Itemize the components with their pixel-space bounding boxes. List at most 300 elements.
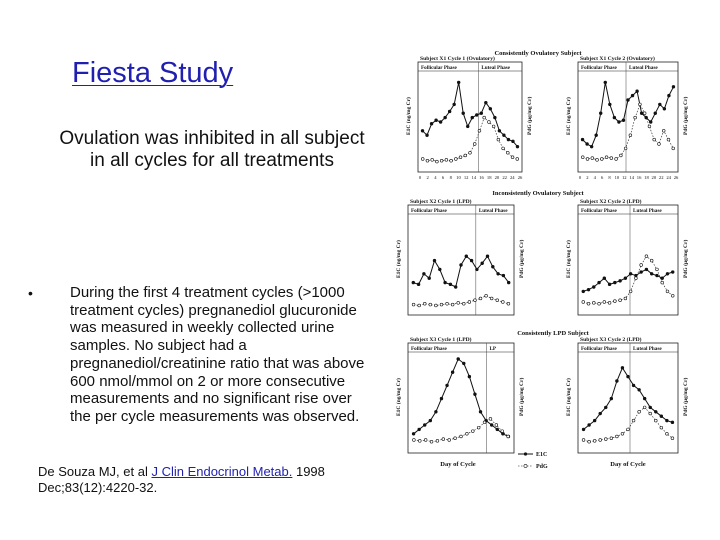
panel-3-e1c-point-15: [486, 255, 489, 258]
panel-1-e1c-point-13: [475, 114, 478, 117]
x-tick-row1-2-10: 10: [614, 175, 620, 180]
panel-3-pdg-point-12: [474, 299, 477, 302]
panel-2-pdg-point-12: [634, 116, 637, 119]
panel-4-e1c-point-4: [598, 281, 601, 284]
panel-1-pdg-point-11: [469, 151, 472, 154]
panel-3-pdg-line: [414, 296, 509, 306]
panel-4-e1c-point-6: [608, 283, 611, 286]
legend-e1c-marker: [524, 452, 527, 455]
x-tick-row1-2-8: 8: [608, 175, 611, 180]
panel-5-e1c-point-12: [474, 393, 477, 396]
x-tick-row1-2-14: 14: [629, 175, 634, 180]
panel-3-pdg-point-3: [423, 302, 426, 305]
panel-3-pdg-point-1: [412, 303, 415, 306]
panel-1-e1c-point-8: [453, 103, 456, 106]
panel-2-pdg-point-13: [639, 103, 642, 106]
panel-3-pdg-point-9: [457, 301, 460, 304]
panel-3-pdg-point-6: [440, 303, 443, 306]
x-tick-row1-2-18: 18: [644, 175, 649, 180]
panel-2-y-right-label: PdG (µg/mg Cr): [683, 96, 689, 135]
x-tick-row1-1-8: 8: [449, 175, 452, 180]
panel-6-pdg-point-6: [610, 437, 613, 440]
panel-1-e1c-point-16: [489, 107, 492, 110]
panel-6-pdg-point-4: [599, 439, 602, 442]
panel-2-luteal-label: Luteal Phase: [629, 65, 658, 71]
panel-5-pdg-point-11: [471, 430, 474, 433]
panel-2-y-left-label: E1C (ng/mg Cr): [566, 97, 572, 135]
panel-4-pdg-point-3: [592, 301, 595, 304]
panel-4-e1c-point-8: [619, 279, 622, 282]
panel-2-e1c-point-9: [618, 121, 621, 124]
panel-3-e1c-line: [413, 256, 508, 287]
panel-3-pdg-point-13: [479, 297, 482, 300]
panel-6-pdg-point-17: [671, 437, 674, 440]
panel-3-e1c-point-7: [444, 281, 447, 284]
panel-4-pdg-point-14: [650, 259, 653, 262]
panel-4-pdg-point-15: [656, 268, 659, 271]
panel-2-pdg-point-3: [591, 157, 594, 160]
panel-4-e1c-line: [583, 269, 672, 291]
panel-1-e1c-point-19: [503, 134, 506, 137]
panel-3-e1c-point-10: [460, 264, 463, 267]
panel-6-e1c-point-6: [610, 397, 613, 400]
panel-2-e1c-point-16: [649, 121, 652, 124]
panel-2-pdg-point-10: [624, 147, 627, 150]
x-tick-row1-1-6: 6: [441, 175, 445, 180]
hormone-figure: [388, 48, 700, 478]
panel-6-pdg-point-3: [593, 439, 596, 442]
panel-1-e1c-point-4: [435, 119, 438, 122]
panel-3-e1c-point-6: [438, 268, 441, 271]
panel-6-e1c-point-11: [638, 388, 641, 391]
panel-6-e1c-point-8: [621, 366, 624, 369]
panel-2-e1c-point-19: [663, 107, 666, 110]
panel-5-y-left-label: E1C (ng/mg Cr): [396, 378, 402, 416]
panel-1-e1c-point-1: [421, 129, 424, 132]
panel-3-e1c-point-2: [417, 283, 420, 286]
panel-1-e1c-point-12: [471, 116, 474, 119]
panel-6-e1c-point-16: [665, 419, 668, 422]
x-tick-row1-2-22: 22: [658, 175, 664, 180]
panel-3-pdg-point-16: [496, 299, 499, 302]
panel-4-e1c-point-12: [640, 271, 643, 274]
panel-3-e1c-point-3: [423, 272, 426, 275]
panel-4-e1c-point-16: [661, 277, 664, 280]
panel-4-pdg-point-13: [645, 255, 648, 258]
panel-5-pdg-point-16: [501, 430, 504, 433]
panel-1-e1c-point-20: [507, 138, 510, 141]
panel-4-y-left-label: E1C (ng/mg Cr): [566, 240, 572, 278]
panel-5-pdg-point-5: [436, 439, 439, 442]
x-axis-label-right: Day of Cycle: [610, 461, 646, 468]
panel-6-pdg-point-15: [660, 426, 663, 429]
group-header-inconsistent: Inconsistently Ovulatory Subject: [492, 190, 584, 197]
panel-4-e1c-point-9: [624, 277, 627, 280]
panel-5-e1c-point-11: [468, 375, 471, 378]
panel-6-pdg-point-9: [627, 428, 630, 431]
panel-5-e1c-point-6: [440, 397, 443, 400]
panel-1-pdg-point-9: [459, 156, 462, 159]
panel-3-e1c-point-12: [470, 259, 473, 262]
panel-5-e1c-point-4: [429, 419, 432, 422]
panel-2-pdg-point-15: [648, 125, 651, 128]
x-axis-label-left: Day of Cycle: [440, 461, 476, 468]
legend-pdg-label: PdG: [536, 464, 548, 470]
panel-1-pdg-point-8: [454, 158, 457, 161]
panel-6-pdg-point-16: [665, 432, 668, 435]
panel-4-e1c-point-13: [645, 268, 648, 271]
panel-5-pdg-point-2: [418, 439, 421, 442]
panel-6-e1c-point-10: [632, 384, 635, 387]
panel-2-pdg-point-16: [653, 138, 656, 141]
panel-2-title: Subject X1 Cycle 2 (Ovulatory): [580, 56, 655, 62]
panel-2-pdg-point-6: [605, 156, 608, 159]
panel-1-e1c-point-10: [462, 112, 465, 115]
panel-1-e1c-point-9: [457, 81, 460, 84]
panel-4-e1c-point-15: [656, 274, 659, 277]
panel-5-pdg-point-14: [489, 417, 492, 420]
panel-6-pdg-point-10: [632, 419, 635, 422]
panel-2-e1c-point-4: [595, 134, 598, 137]
slide-subtitle: Ovulation was inhibited in all subject in all cycles for all treatments: [59, 128, 365, 171]
panel-4-e1c-point-7: [613, 281, 616, 284]
panel-4-e1c-point-17: [666, 272, 669, 275]
panel-1-title: Subject X1 Cycle 1 (Ovulatory): [420, 56, 495, 62]
x-tick-row1-2-16: 16: [636, 175, 642, 180]
panel-1-follicular-label: Follicular Phase: [421, 65, 457, 71]
panel-6-e1c-point-13: [649, 406, 652, 409]
panel-2-e1c-point-18: [658, 103, 661, 106]
panel-5-pdg-point-12: [477, 426, 480, 429]
x-tick-row1-2-12: 12: [622, 175, 627, 180]
panel-5-title: Subject X3 Cycle 1 (LPD): [410, 337, 472, 343]
panel-1-e1c-point-6: [444, 116, 447, 119]
panel-2-e1c-point-20: [668, 94, 671, 97]
panel-4-e1c-point-1: [582, 290, 585, 293]
panel-3-e1c-point-1: [412, 281, 415, 284]
panel-1-pdg-point-15: [488, 121, 491, 124]
panel-3-pdg-point-14: [485, 294, 488, 297]
panel-6-e1c-point-12: [643, 397, 646, 400]
panel-6-pdg-point-14: [654, 419, 657, 422]
panel-4-e1c-point-18: [671, 271, 674, 274]
panel-4-pdg-point-8: [619, 299, 622, 302]
panel-2-e1c-point-14: [640, 112, 643, 115]
panel-5-pdg-point-7: [448, 439, 451, 442]
panel-2-pdg-point-11: [629, 134, 632, 137]
panel-6-e1c-point-2: [588, 424, 591, 427]
panel-1-e1c-point-21: [512, 140, 515, 143]
panel-3-frame: [408, 205, 514, 315]
panel-5-e1c-point-15: [490, 424, 493, 427]
x-tick-row1-1-18: 18: [486, 175, 492, 180]
panel-5-y-right-label: PdG (µg/mg Cr): [519, 377, 525, 416]
panel-6-e1c-point-1: [582, 428, 585, 431]
panel-5-pdg-point-17: [507, 435, 510, 438]
panel-2-frame: [578, 62, 678, 172]
x-tick-row1-2-26: 26: [673, 175, 679, 180]
panel-2-e1c-point-8: [613, 116, 616, 119]
panel-5-pdg-point-9: [460, 435, 463, 438]
panel-6-y-left-label: E1C (ng/mg Cr): [566, 378, 572, 416]
x-tick-row1-2-2: 2: [586, 175, 589, 180]
panel-6-follicular-label: Follicular Phase: [581, 346, 617, 352]
panel-3-pdg-point-4: [429, 303, 432, 306]
panel-6-luteal-label: Luteal Phase: [633, 346, 662, 352]
panel-5-pdg-point-1: [412, 439, 415, 442]
panel-3-pdg-point-5: [434, 304, 437, 307]
panel-4-pdg-point-9: [624, 297, 627, 300]
panel-6-pdg-point-13: [649, 412, 652, 415]
panel-3-e1c-point-5: [433, 259, 436, 262]
panel-3-e1c-point-16: [491, 265, 494, 268]
group-header-lpd: Consistently LPD Subject: [517, 330, 589, 337]
panel-4-follicular-label: Follicular Phase: [581, 208, 617, 214]
panel-1-pdg-point-18: [502, 147, 505, 150]
panel-2-pdg-point-17: [658, 143, 661, 146]
panel-2-pdg-point-19: [667, 138, 670, 141]
panel-4-e1c-point-5: [603, 277, 606, 280]
panel-6-pdg-point-5: [604, 438, 607, 441]
panel-1-frame: [418, 62, 522, 172]
panel-5-pdg-point-4: [430, 440, 433, 443]
panel-1-pdg-point-20: [511, 156, 514, 159]
panel-2-e1c-point-1: [581, 138, 584, 141]
panel-3-e1c-point-14: [481, 262, 484, 265]
panel-6-title: Subject X3 Cycle 2 (LPD): [580, 337, 642, 343]
panel-4-pdg-point-16: [661, 281, 664, 284]
panel-1-y-right-label: PdG (µg/mg Cr): [527, 96, 533, 135]
panel-2-e1c-point-21: [672, 85, 675, 88]
panel-4-pdg-point-4: [598, 302, 601, 305]
panel-3-title: Subject X2 Cycle 1 (LPD): [410, 199, 472, 205]
panel-2-pdg-point-20: [672, 147, 675, 150]
panel-2-e1c-point-12: [631, 94, 634, 97]
panel-6-pdg-line: [584, 407, 673, 441]
panel-1-pdg-point-4: [436, 160, 439, 163]
panel-4-pdg-point-17: [666, 290, 669, 293]
panel-3-e1c-point-8: [449, 283, 452, 286]
panel-4-e1c-point-3: [592, 286, 595, 289]
panel-5-pdg-point-8: [454, 437, 457, 440]
x-tick-row1-1-24: 24: [510, 175, 515, 180]
panel-5-e1c-point-7: [446, 384, 449, 387]
panel-4-e1c-point-14: [650, 272, 653, 275]
panel-3-e1c-point-13: [476, 268, 479, 271]
panel-1-e1c-point-7: [448, 110, 451, 113]
panel-3-pdg-point-18: [507, 302, 510, 305]
panel-3-pdg-point-2: [418, 304, 421, 307]
x-tick-row1-1-20: 20: [494, 175, 500, 180]
panel-1-pdg-point-2: [426, 159, 429, 162]
panel-5-e1c-point-3: [423, 424, 426, 427]
panel-5-e1c-point-8: [451, 371, 454, 374]
panel-6-e1c-point-4: [599, 412, 602, 415]
panel-4-pdg-point-10: [629, 290, 632, 293]
panel-2-e1c-point-10: [622, 119, 625, 122]
citation-authors: De Souza MJ, et al: [38, 464, 152, 479]
panel-1-pdg-point-1: [421, 158, 424, 161]
panel-2-e1c-point-17: [654, 112, 657, 115]
panel-5-e1c-point-13: [479, 410, 482, 413]
panel-5-e1c-point-16: [496, 428, 499, 431]
panel-1-pdg-point-13: [478, 129, 481, 132]
panel-4-pdg-point-18: [671, 294, 674, 297]
panel-6-pdg-point-7: [615, 435, 618, 438]
panel-3-luteal-label: Luteal Phase: [478, 208, 508, 214]
panel-4-e1c-point-10: [629, 272, 632, 275]
panel-2-pdg-point-8: [615, 158, 618, 161]
panel-1-pdg-line: [423, 118, 518, 162]
x-tick-row1-1-0: 0: [418, 175, 422, 180]
panel-3-e1c-point-4: [428, 277, 431, 280]
panel-1-y-left-label: E1C (ng/mg Cr): [406, 97, 412, 135]
panel-4-y-right-label: PdG (µg/mg Cr): [683, 239, 689, 278]
panel-2-pdg-point-18: [662, 129, 665, 132]
panel-3-y-left-label: E1C (ng/mg Cr): [396, 240, 402, 278]
panel-6-pdg-point-1: [582, 439, 585, 442]
bullet-text: During the first 4 treatment cycles (>1000 treatment cycles) pregnanediol glucuronide was measured in weekly collected urine samples. No subject had a pregnanediol/creatinine ratio that was above 600 nmol/mmol on 2 or more consecutive measurements and no significant rise over the per cycle measurements was observed.: [70, 284, 365, 425]
panel-6-frame: [578, 343, 678, 453]
x-tick-row1-1-14: 14: [471, 175, 477, 180]
panel-1-e1c-point-18: [498, 129, 501, 132]
panel-4-pdg-point-6: [608, 301, 611, 304]
panel-3-pdg-point-8: [451, 303, 454, 306]
panel-4-pdg-point-5: [603, 301, 606, 304]
panel-3-y-right-label: PdG (µg/mg Cr): [519, 239, 525, 278]
panel-1-pdg-point-21: [516, 158, 519, 161]
panel-3-e1c-point-17: [497, 272, 500, 275]
panel-3-e1c-point-9: [454, 286, 457, 289]
panel-6-y-right-label: PdG (µg/mg Cr): [683, 377, 689, 416]
panel-2-pdg-point-9: [619, 154, 622, 157]
panel-1-e1c-point-22: [516, 145, 519, 148]
panel-1-pdg-point-6: [445, 158, 448, 161]
panel-2-pdg-point-14: [643, 112, 646, 115]
panel-5-e1c-point-5: [434, 410, 437, 413]
panel-2-pdg-point-5: [600, 158, 603, 161]
panel-6-e1c-point-17: [671, 421, 674, 424]
panel-2-e1c-line: [583, 82, 674, 146]
panel-2-e1c-point-7: [608, 103, 611, 106]
panel-1-pdg-point-14: [483, 116, 486, 119]
panel-4-pdg-point-7: [613, 300, 616, 303]
panel-5-e1c-point-9: [457, 358, 460, 361]
panel-4-title: Subject X2 Cycle 2 (LPD): [580, 199, 642, 205]
panel-6-e1c-point-3: [593, 419, 596, 422]
panel-3-pdg-point-11: [468, 301, 471, 304]
panel-6-pdg-point-11: [638, 410, 641, 413]
panel-6-e1c-point-15: [660, 415, 663, 418]
panel-1-e1c-line: [423, 82, 518, 146]
hormone-figure-svg: [388, 48, 700, 478]
panel-6-pdg-point-8: [621, 432, 624, 435]
panel-2-pdg-point-1: [581, 156, 584, 159]
panel-1-pdg-point-17: [497, 138, 500, 141]
panel-2-e1c-point-2: [586, 143, 589, 146]
panel-1-e1c-point-3: [430, 122, 433, 125]
panel-1-pdg-point-3: [431, 158, 434, 161]
citation-rest: 1998 Dec;83(12):4220-32.: [38, 464, 325, 495]
panel-1-pdg-point-7: [450, 159, 453, 162]
panel-4-frame: [578, 205, 678, 315]
panel-2-pdg-point-2: [586, 158, 589, 161]
panel-1-e1c-point-15: [484, 101, 487, 104]
panel-5-pdg-point-3: [424, 439, 427, 442]
slide-title[interactable]: Fiesta Study: [72, 57, 234, 89]
panel-6-e1c-point-7: [615, 380, 618, 383]
panel-3-pdg-point-10: [462, 302, 465, 305]
citation-journal-link[interactable]: J Clin Endocrinol Metab.: [151, 464, 293, 479]
panel-6-e1c-point-14: [654, 410, 657, 413]
x-tick-row1-1-16: 16: [479, 175, 484, 180]
panel-2-e1c-point-13: [636, 90, 639, 93]
panel-2-e1c-point-3: [590, 145, 593, 148]
x-tick-row1-1-26: 26: [517, 175, 523, 180]
panel-1-e1c-point-17: [493, 116, 496, 119]
panel-5-e1c-point-10: [462, 362, 465, 365]
panel-2-e1c-point-6: [604, 81, 607, 84]
x-tick-row1-1-10: 10: [456, 175, 461, 180]
panel-1-pdg-point-19: [506, 151, 509, 154]
panel-4-pdg-point-12: [640, 264, 643, 267]
panel-5-luteal-label: LP: [489, 346, 497, 352]
panel-2-follicular-label: Follicular Phase: [581, 65, 617, 71]
panel-1-e1c-point-5: [439, 121, 442, 124]
panel-1-e1c-point-11: [466, 125, 469, 128]
panel-6-e1c-point-5: [604, 406, 607, 409]
panel-6-pdg-point-2: [588, 440, 591, 443]
panel-5-follicular-label: Follicular Phase: [411, 346, 447, 352]
x-tick-row1-2-0: 0: [578, 175, 582, 180]
legend-pdg-marker: [524, 464, 527, 467]
panel-4-pdg-point-1: [582, 301, 585, 304]
panel-3-pdg-point-7: [446, 302, 449, 305]
panel-4-pdg-line: [583, 256, 672, 304]
panel-5-e1c-point-1: [412, 432, 415, 435]
group-header-ovulatory: Consistently Ovulatory Subject: [494, 50, 582, 57]
panel-1-e1c-point-14: [480, 112, 483, 115]
panel-4-e1c-point-2: [587, 288, 590, 291]
panel-6-pdg-point-12: [643, 406, 646, 409]
panel-3-e1c-point-18: [502, 274, 505, 277]
panel-2-e1c-point-5: [599, 112, 602, 115]
citation: [38, 464, 358, 496]
panel-4-luteal-label: Luteal Phase: [633, 208, 662, 214]
x-tick-row1-2-6: 6: [601, 175, 604, 180]
panel-5-pdg-point-10: [465, 432, 468, 435]
panel-5-e1c-line: [414, 359, 509, 436]
panel-2-pdg-point-4: [596, 158, 599, 161]
panel-3-e1c-point-19: [507, 281, 510, 284]
legend-e1c-label: E1C: [536, 452, 548, 458]
x-tick-row1-2-4: 4: [593, 175, 596, 180]
panel-1-pdg-point-16: [492, 125, 495, 128]
panel-1-luteal-label: Luteal Phase: [481, 65, 511, 71]
x-tick-row1-2-20: 20: [651, 175, 657, 180]
x-tick-row1-2-24: 24: [666, 175, 671, 180]
panel-3-follicular-label: Follicular Phase: [411, 208, 447, 214]
panel-3-e1c-point-11: [465, 255, 468, 258]
panel-3-pdg-point-15: [490, 297, 493, 300]
x-tick-row1-1-4: 4: [434, 175, 437, 180]
panel-1-e1c-point-2: [426, 134, 429, 137]
panel-3-pdg-point-17: [501, 301, 504, 304]
x-tick-row1-1-12: 12: [463, 175, 469, 180]
panel-1-pdg-point-5: [440, 159, 443, 162]
panel-1-pdg-point-10: [464, 154, 467, 157]
panel-5-pdg-point-15: [495, 424, 498, 427]
